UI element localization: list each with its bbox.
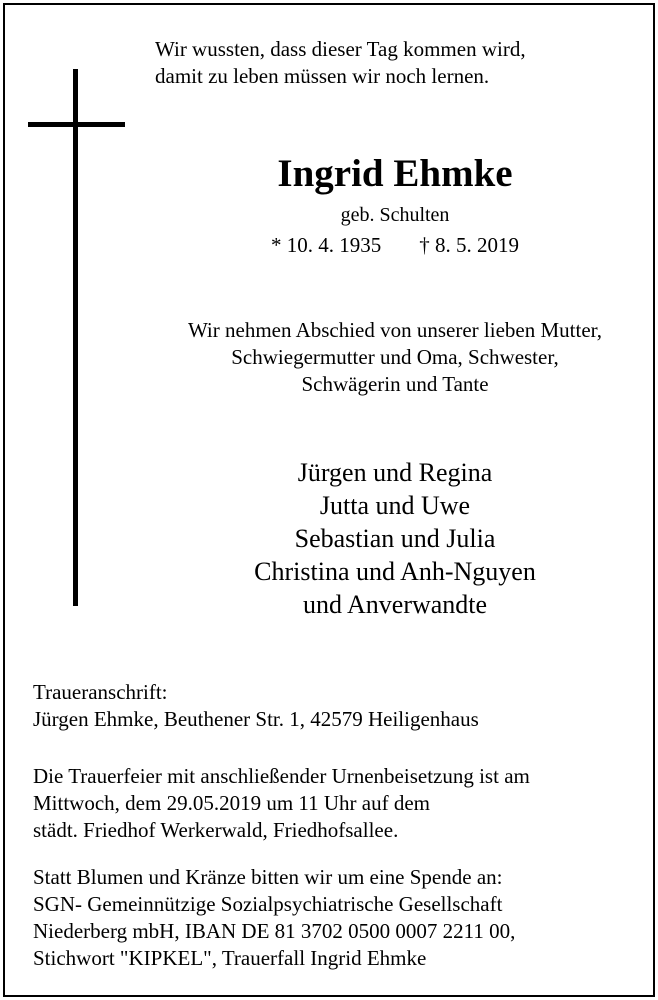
family-member: und Anverwandte	[302, 590, 488, 619]
cross-icon-vertical-bar	[73, 69, 78, 606]
donation-line-2: SGN- Gemeinnützige Sozialpsychiatrische Gesellschaft	[33, 892, 503, 916]
motto-line-2: damit zu leben müssen wir noch lernen.	[155, 64, 490, 88]
address-label: Traueranschrift:	[33, 680, 168, 704]
farewell-line-2: Schwiegermutter und Oma, Schwester,	[231, 345, 559, 369]
donation-line-3: Niederberg mbH, IBAN DE 81 3702 0500 0007 2211 00,	[33, 919, 516, 943]
donation-info	[33, 864, 515, 972]
farewell-line-1: Wir nehmen Abschied von unserer lieben Mutter,	[187, 318, 603, 342]
motto-line-1: Wir wussten, dass dieser Tag kommen wird,	[155, 37, 526, 61]
birth-date: * 10. 4. 1935	[271, 233, 382, 257]
motto	[155, 36, 526, 90]
service-line-2: Mittwoch, dem 29.05.2019 um 11 Uhr auf dem	[33, 791, 431, 815]
family-member: Jürgen und Regina	[297, 458, 493, 487]
family-member: Christina und Anh-Nguyen	[254, 557, 536, 586]
funeral-service-info	[33, 763, 530, 844]
mourning-address	[33, 679, 479, 733]
donation-line-1: Statt Blumen und Kränze bitten wir um eine Spende an:	[33, 865, 503, 889]
life-dates	[190, 231, 600, 259]
service-line-1: Die Trauerfeier mit anschließender Urnenbeisetzung ist am	[33, 764, 530, 788]
farewell-text	[140, 317, 650, 398]
farewell-line-3: Schwägerin und Tante	[301, 372, 489, 396]
family-list	[190, 456, 600, 621]
family-member: Jutta und Uwe	[319, 491, 471, 520]
birth-name: geb. Schulten	[340, 204, 450, 226]
cross-icon-horizontal-bar	[28, 122, 125, 127]
donation-line-4: Stichwort "KIPKEL", Trauerfall Ingrid Ehmke	[33, 946, 427, 970]
family-member: Sebastian und Julia	[294, 524, 496, 553]
death-date: † 8. 5. 2019	[419, 233, 519, 257]
service-line-3: städt. Friedhof Werkerwald, Friedhofsallee.	[33, 818, 399, 842]
deceased-name: Ingrid Ehmke	[277, 152, 513, 195]
address-value: Jürgen Ehmke, Beuthener Str. 1, 42579 Heiligenhaus	[33, 707, 479, 731]
